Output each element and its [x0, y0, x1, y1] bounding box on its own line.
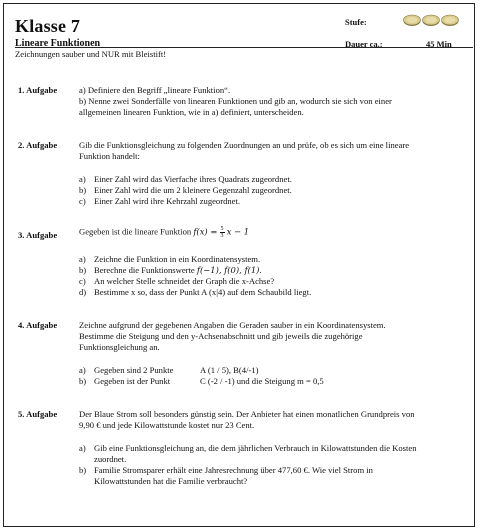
task-3-intro-text: Gegeben ist die lineare Funktion	[79, 226, 192, 237]
task-2-label: 2. Aufgabe	[18, 140, 58, 150]
task-2-item-text: Einer Zahl wird ihre Kehrzahl zugeordnet.	[94, 196, 241, 206]
task-4-item-text: Gegeben ist der Punkt	[94, 376, 171, 386]
coin-icon	[442, 15, 459, 26]
header-divider	[15, 47, 473, 48]
task-2-item-text: Einer Zahl wird das Vierfache ihres Quadrats zugeordnet.	[94, 174, 292, 184]
task-5-intro: Der Blaue Strom soll besonders günstig sein. Der Anbieter hat einen monatlichen Grundpreis von	[79, 409, 415, 419]
task-1-label: 1. Aufgabe	[18, 85, 58, 95]
fraction	[220, 226, 225, 239]
three-coins-icon	[402, 12, 462, 30]
task-5-intro: 9,90 € und jede Kilowattstunde kostet nur 23 Cent.	[79, 420, 255, 430]
task-5-item-text: Familie Stromsparer erhält eine Jahresrechnung über 477,60 €. Wie viel Strom in	[94, 465, 373, 475]
task-3-item-text-prefix: Berechne die Funktionswerte	[94, 265, 197, 275]
task-3-item-key: d)	[79, 287, 87, 297]
task-3-item-text: An welcher Stelle schneidet der Graph die x-Achse?	[94, 276, 275, 286]
task-3-item-text: Bestimme x so, dass der Punkt A (x|4) auf dem Schaubild liegt.	[94, 287, 312, 297]
task-3-label: 3. Aufgabe	[18, 230, 58, 240]
stufe-label: Stufe:	[345, 17, 367, 27]
task-4-item-detail: C (-2 / -1) und die Steigung m = 0,5	[200, 376, 324, 386]
dauer-value: 45 Min	[426, 39, 452, 49]
task-3-item-key: c)	[79, 276, 86, 286]
task-5-label: 5. Aufgabe	[18, 409, 58, 419]
task-3-item-text-suffix: .	[259, 265, 262, 275]
page-title: Klasse 7	[15, 16, 81, 36]
task-5-item-key: a)	[79, 443, 86, 453]
task-5-item-key: b)	[79, 465, 87, 475]
task-4-intro: Bestimme die Steigung und den y-Achsenabschnitt und gib jeweils die zugehörige	[79, 331, 363, 341]
instruction-text: Zeichnungen sauber und NUR mit Bleistift!	[15, 49, 167, 59]
task-3-item-text	[94, 265, 262, 275]
task-3-item-text: Zeichne die Funktion in ein Koordinatensystem.	[94, 254, 261, 264]
task-4-item-key: a)	[79, 365, 86, 375]
fraction-denominator: 3	[220, 233, 224, 239]
function-values: f(−1), f(0), f(1)	[196, 265, 260, 275]
task-5-item-text: Gib eine Funktionsgleichung an, die dem jährlichen Verbrauch in Kilowattstunden die Kosten	[94, 443, 417, 453]
task-5-item-text: zuordnet.	[94, 454, 127, 464]
coin-icon	[404, 15, 421, 26]
task-2-intro: Funktion handelt:	[79, 151, 140, 161]
task-4-label: 4. Aufgabe	[18, 320, 58, 330]
task-4-intro: Zeichne aufgrund der gegebenen Angaben die Geraden sauber in ein Koordinatensystem.	[79, 320, 386, 330]
task-2-item-key: a)	[79, 174, 86, 184]
fraction-numerator: 5	[220, 226, 224, 232]
task-1-line: b) Nenne zwei Sonderfälle von linearen Funktionen und gib an, wodurch sie sich von einer	[79, 96, 392, 106]
task-2-item-text: Einer Zahl wird die um 2 kleinere Gegenzahl zugeordnet.	[94, 185, 292, 195]
task-2-item-key: b)	[79, 185, 87, 195]
task-4-item-text: Gegeben sind 2 Punkte	[94, 365, 174, 375]
task-4-item-detail: A (1 / 5), B(4/-1)	[200, 365, 259, 375]
task-1-line: a) Definiere den Begriff „lineare Funktion“.	[79, 85, 231, 95]
task-3-item-key: b)	[79, 265, 87, 275]
worksheet-page	[3, 3, 475, 527]
task-2-intro: Gib die Funktionsgleichung zu folgenden Zuordnungen an und prüfe, ob es sich um eine lineare	[79, 140, 410, 150]
function-lhs: f(x) =	[193, 226, 218, 237]
task-4-item-key: b)	[79, 376, 87, 386]
dauer-label: Dauer ca.:	[345, 39, 383, 49]
coin-icon	[423, 15, 440, 26]
task-5-item-text: Kilowattstunden hat die Familie verbraucht?	[94, 476, 248, 486]
task-4-intro: Funktionsgleichung an.	[79, 342, 160, 352]
task-3-item-key: a)	[79, 254, 86, 264]
task-3-intro	[79, 226, 249, 239]
task-1-line: allgemeinen linearen Funktion, wie in a) definiert, unterscheiden.	[79, 107, 304, 117]
function-rhs: x − 1	[226, 226, 250, 237]
page-subtitle: Lineare Funktionen	[15, 38, 101, 49]
task-2-item-key: c)	[79, 196, 86, 206]
